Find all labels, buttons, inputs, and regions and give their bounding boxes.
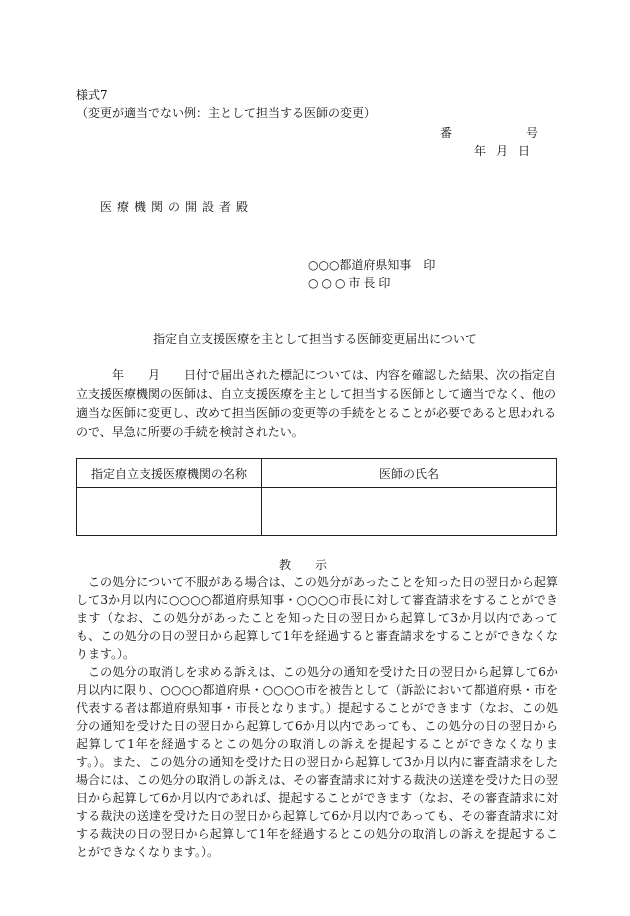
- reference-number: 番号: [440, 126, 613, 140]
- addressee: 医療機関の開設者殿: [100, 200, 254, 214]
- notice-paragraph: 年 月 日付で届出された標記については、内容を確認した結果、次の指定自立支援医療機関の医師は、自立支援医療を主として担当する医師として適当でなく、他の適当な医師に変更し、改めて担当医師の変更等の手続をとることが必要であると思われるので、早急に所要の手続を検討されたい。: [76, 368, 557, 439]
- instruction-paragraph-review: この処分について不服がある場合は、この処分があったことを知った日の翌日から起算して3か月以内に○○○○都道府県知事・○○○○市長に対して審査請求をすることができます（なお、この処分があったことを知った日の翌日から起算して3か月以内であっても、この処分の日の翌日から起算して1年を経過すると審査請求をすることができなくなります。）。: [76, 575, 558, 661]
- column-header-doctor: 医師の氏名: [262, 459, 557, 488]
- cell-doctor-name: [262, 488, 557, 536]
- document-title: 指定自立支援医療を主として担当する医師変更届出について: [153, 332, 477, 346]
- issuer-prefecture: ○○○都道府県知事 印: [308, 258, 436, 272]
- institution-table: [76, 458, 557, 536]
- issue-date: 年月日: [474, 144, 541, 158]
- table-header-row: [77, 459, 557, 488]
- instruction-title: 教示: [278, 558, 351, 572]
- notice-body: [76, 366, 556, 442]
- form-note: （変更が適当でない例：主として担当する医師の変更）: [76, 106, 377, 120]
- cell-institution-name: [77, 488, 262, 536]
- issuer-city: ○○○市長印: [308, 276, 394, 290]
- instruction-paragraph-lawsuit: この処分の取消しを求める訴えは、この処分の通知を受けた日の翌日から起算して6か月以内に限り、○○○○都道府県・○○○○市を被告として（訴訟において都道府県・市を代表する者は都道府県知事・市長となります。）提起することができます（なお、この処分の通知を受けた日の翌日から起算して6か月以内であっても、この処分の日の翌日から起算して1年を経過するとこの処分の取消しの訴えを提起することができなくなります。）。また、この処分の通知を受けた日の翌日から起算して3か月以内に審査請求をした場合には、この処分の取消しの訴えは、その審査請求に対する裁決の送達を受けた日の翌日から起算して6か月以内であれば、提起することができます（なお、その審査請求に対する裁決の送達を受けた日の翌日から起算して6か月以内であっても、その審査請求に対する裁決の日の翌日から起算して1年を経過するとこの処分の取消しの訴えを提起することができなくなります。）。: [76, 665, 558, 859]
- form-number: 様式7: [76, 88, 108, 102]
- instruction-body: [76, 573, 558, 861]
- table-row: [77, 488, 557, 536]
- column-header-institution: 指定自立支援医療機関の名称: [77, 459, 262, 488]
